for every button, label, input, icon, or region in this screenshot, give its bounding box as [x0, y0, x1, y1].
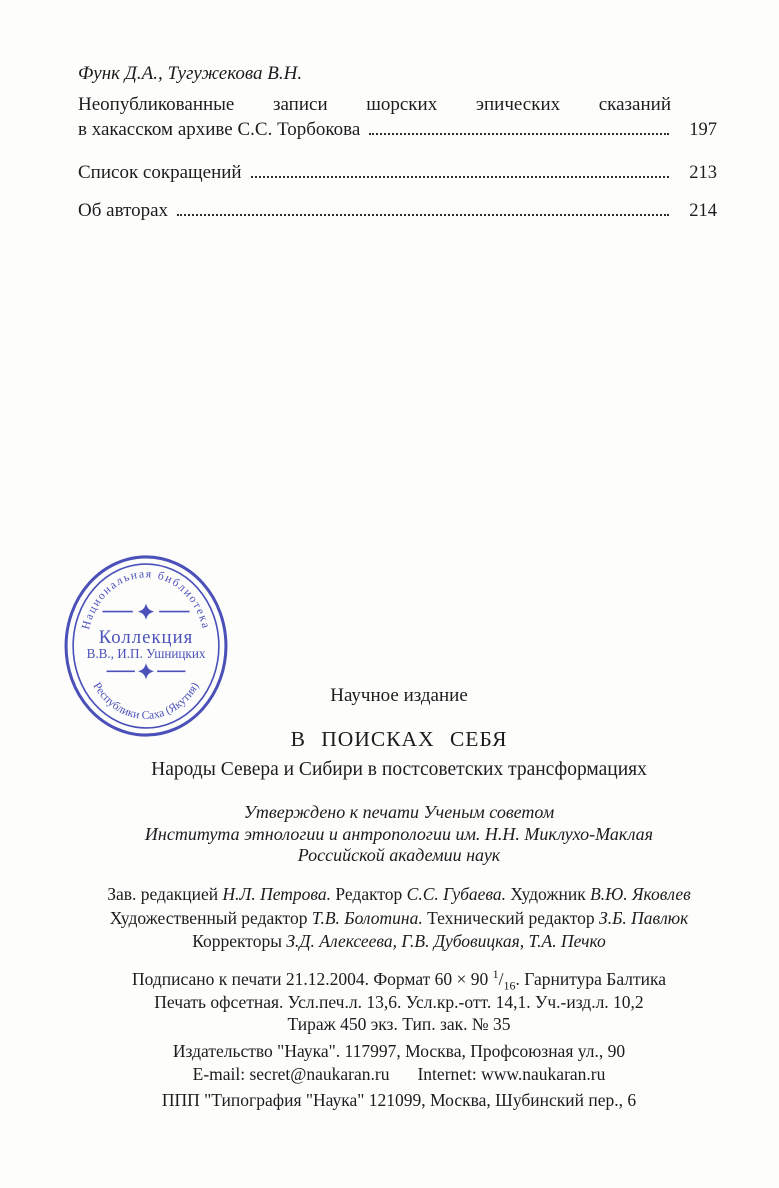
- approval-statement: [18, 802, 779, 867]
- publisher-details: [18, 1040, 779, 1112]
- toc-entry3-page-number: 214: [689, 201, 717, 221]
- toc-entry1-title-line1: [78, 92, 717, 117]
- stamp-center-subtitle: В.В., И.П. Ушницких: [86, 646, 206, 662]
- approval-line1: Утверждено к печати Ученым советом: [243, 802, 555, 822]
- fraction-numerator: 1: [492, 967, 499, 982]
- staff-line3: Корректоры З.Д. Алексеева, Г.В. Дубовицкая, Т.А. Печко: [192, 931, 606, 951]
- toc-entry2-title: Список сокращений: [78, 162, 242, 183]
- print-line3: Тираж 450 экз. Тип. зак. № 35: [287, 1014, 511, 1034]
- book-subtitle: Народы Севера и Сибири в постсоветских трансформациях: [151, 759, 647, 780]
- table-of-contents: [78, 62, 717, 224]
- publisher-internet: Internet: www.naukaran.ru: [417, 1064, 606, 1084]
- print-line2: Печать офсетная. Усл.печ.л. 13,6. Усл.кр.-отт. 14,1. Уч.-изд.л. 10,2: [154, 991, 644, 1012]
- publisher-contacts: [18, 1063, 779, 1086]
- stamp-ornament-bottom-diamond: [138, 663, 154, 679]
- toc-entry1-page-number: 197: [689, 120, 717, 140]
- printing-house: ППП "Типография "Наука" 121099, Москва, Шубинский пер., 6: [161, 1090, 637, 1110]
- stamp-arc-bottom-text: Республики Саха (Якутия): [90, 680, 202, 722]
- book-title: В ПОИСКАХ СЕБЯ: [290, 727, 508, 751]
- toc-entry2-page-number: 213: [689, 163, 717, 183]
- editorial-staff: [18, 883, 779, 954]
- dot-leader: [369, 132, 669, 135]
- toc-entry1-title-text1: Неопубликованные записи шорских эпических сказаний: [78, 94, 671, 115]
- stamp-arc-top-text: Национальная библиотека: [79, 567, 213, 631]
- stamp-ornament-top-diamond: [138, 603, 154, 619]
- toc-entry1-authors: Функ Д.А., Тугужекова В.Н.: [78, 63, 303, 84]
- fraction-denominator: 16: [503, 978, 516, 993]
- dot-leader: [251, 175, 669, 178]
- toc-entry3: [78, 198, 717, 224]
- toc-entry1-title-text2: в хакасском архиве С.С. Торбокова: [78, 119, 361, 140]
- toc-entry1-title-line2: [78, 117, 717, 143]
- stamp-center-title: Коллекция: [98, 626, 194, 648]
- staff-line1: Зав. редакцией Н.Л. Петрова. Редактор С.С. Губаева. Художник В.Ю. Яковлев: [107, 884, 691, 904]
- toc-entry2: [78, 160, 717, 186]
- publisher-email: E-mail: secret@naukaran.ru: [192, 1064, 390, 1084]
- staff-line2: Художественный редактор Т.В. Болотина. Технический редактор З.Б. Павлюк: [109, 907, 689, 928]
- approval-line3: Российской академии наук: [297, 845, 501, 865]
- edition-type: Научное издание: [330, 685, 468, 706]
- print-line1: Подписано к печати 21.12.2004. Формат 60 × 90 $^1/_{16}$. Гарнитура Балтика: [131, 967, 667, 993]
- toc-entry3-title: Об авторах: [78, 200, 169, 221]
- dot-leader: [177, 213, 669, 216]
- publisher-address: Издательство "Наука". 117997, Москва, Профсоюзная ул., 90: [172, 1041, 626, 1061]
- print-details: [18, 968, 779, 1036]
- library-stamp: [62, 552, 230, 740]
- approval-line2: Института этнологии и антропологии им. Н.Н. Миклухо-Маклая: [144, 823, 654, 844]
